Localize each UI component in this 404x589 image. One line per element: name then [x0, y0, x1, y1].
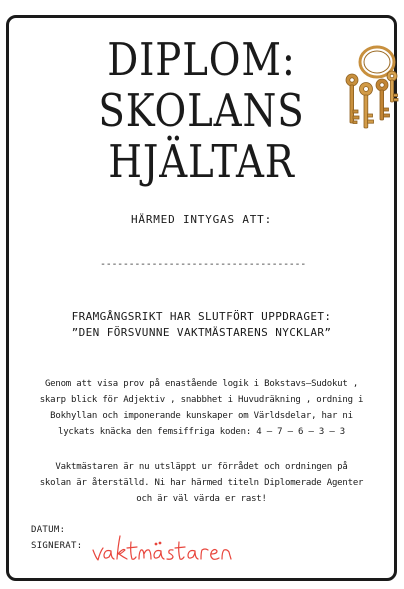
paragraph2-line-3: och är väl värda er rast! [136, 494, 267, 504]
title-line-3: HJÄLTAR [108, 135, 295, 188]
mission-statement [9, 309, 394, 341]
mission-line-1: FRAMGÅNGSRIKT HAR SLUTFÖRT UPPDRAGET: [71, 310, 332, 323]
diploma-card [6, 15, 397, 581]
paragraph2-line-1: Vaktmästaren är nu utsläppt ur förrådet och ordningen på [55, 462, 348, 472]
signed-label: SIGNERAT: [31, 541, 83, 551]
signature-labels [31, 522, 82, 554]
date-label: DATUM: [31, 525, 66, 535]
conclusion-paragraph [23, 459, 380, 507]
paragraph1-line-1: Genom att visa prov på enastående logik i Bokstavs–Sudokut , [44, 379, 359, 389]
diploma-title [36, 34, 367, 187]
mission-line-2: ”DEN FÖRSVUNNE VAKTMÄSTARENS NYCKLAR” [71, 326, 332, 339]
paragraph1-line-2: skarp blick för Adjektiv , snabbhet i Huvudräkning , ordning i [39, 395, 364, 405]
title-line-2: SKOLANS [98, 84, 305, 137]
title-line-1: DIPLOM: [107, 33, 296, 86]
paragraph1-line-4: lyckats knäcka den femsiffriga koden: 4 — 7 — 6 — 3 — 3 [57, 427, 345, 437]
signature-handwritten [91, 530, 251, 564]
achievement-paragraph [23, 376, 380, 440]
recipient-name-line: ------------------------------------ [100, 259, 306, 270]
paragraph1-line-3: Bokhyllan och imponerande kunskaper om Världsdelar, har ni [50, 411, 353, 421]
paragraph2-line-2: skolan är återställd. Ni har härmed titeln Diplomerade Agenter [39, 478, 364, 488]
certify-heading: HÄRMED INTYGAS ATT: [130, 213, 273, 226]
key-ring-icon [331, 40, 401, 132]
